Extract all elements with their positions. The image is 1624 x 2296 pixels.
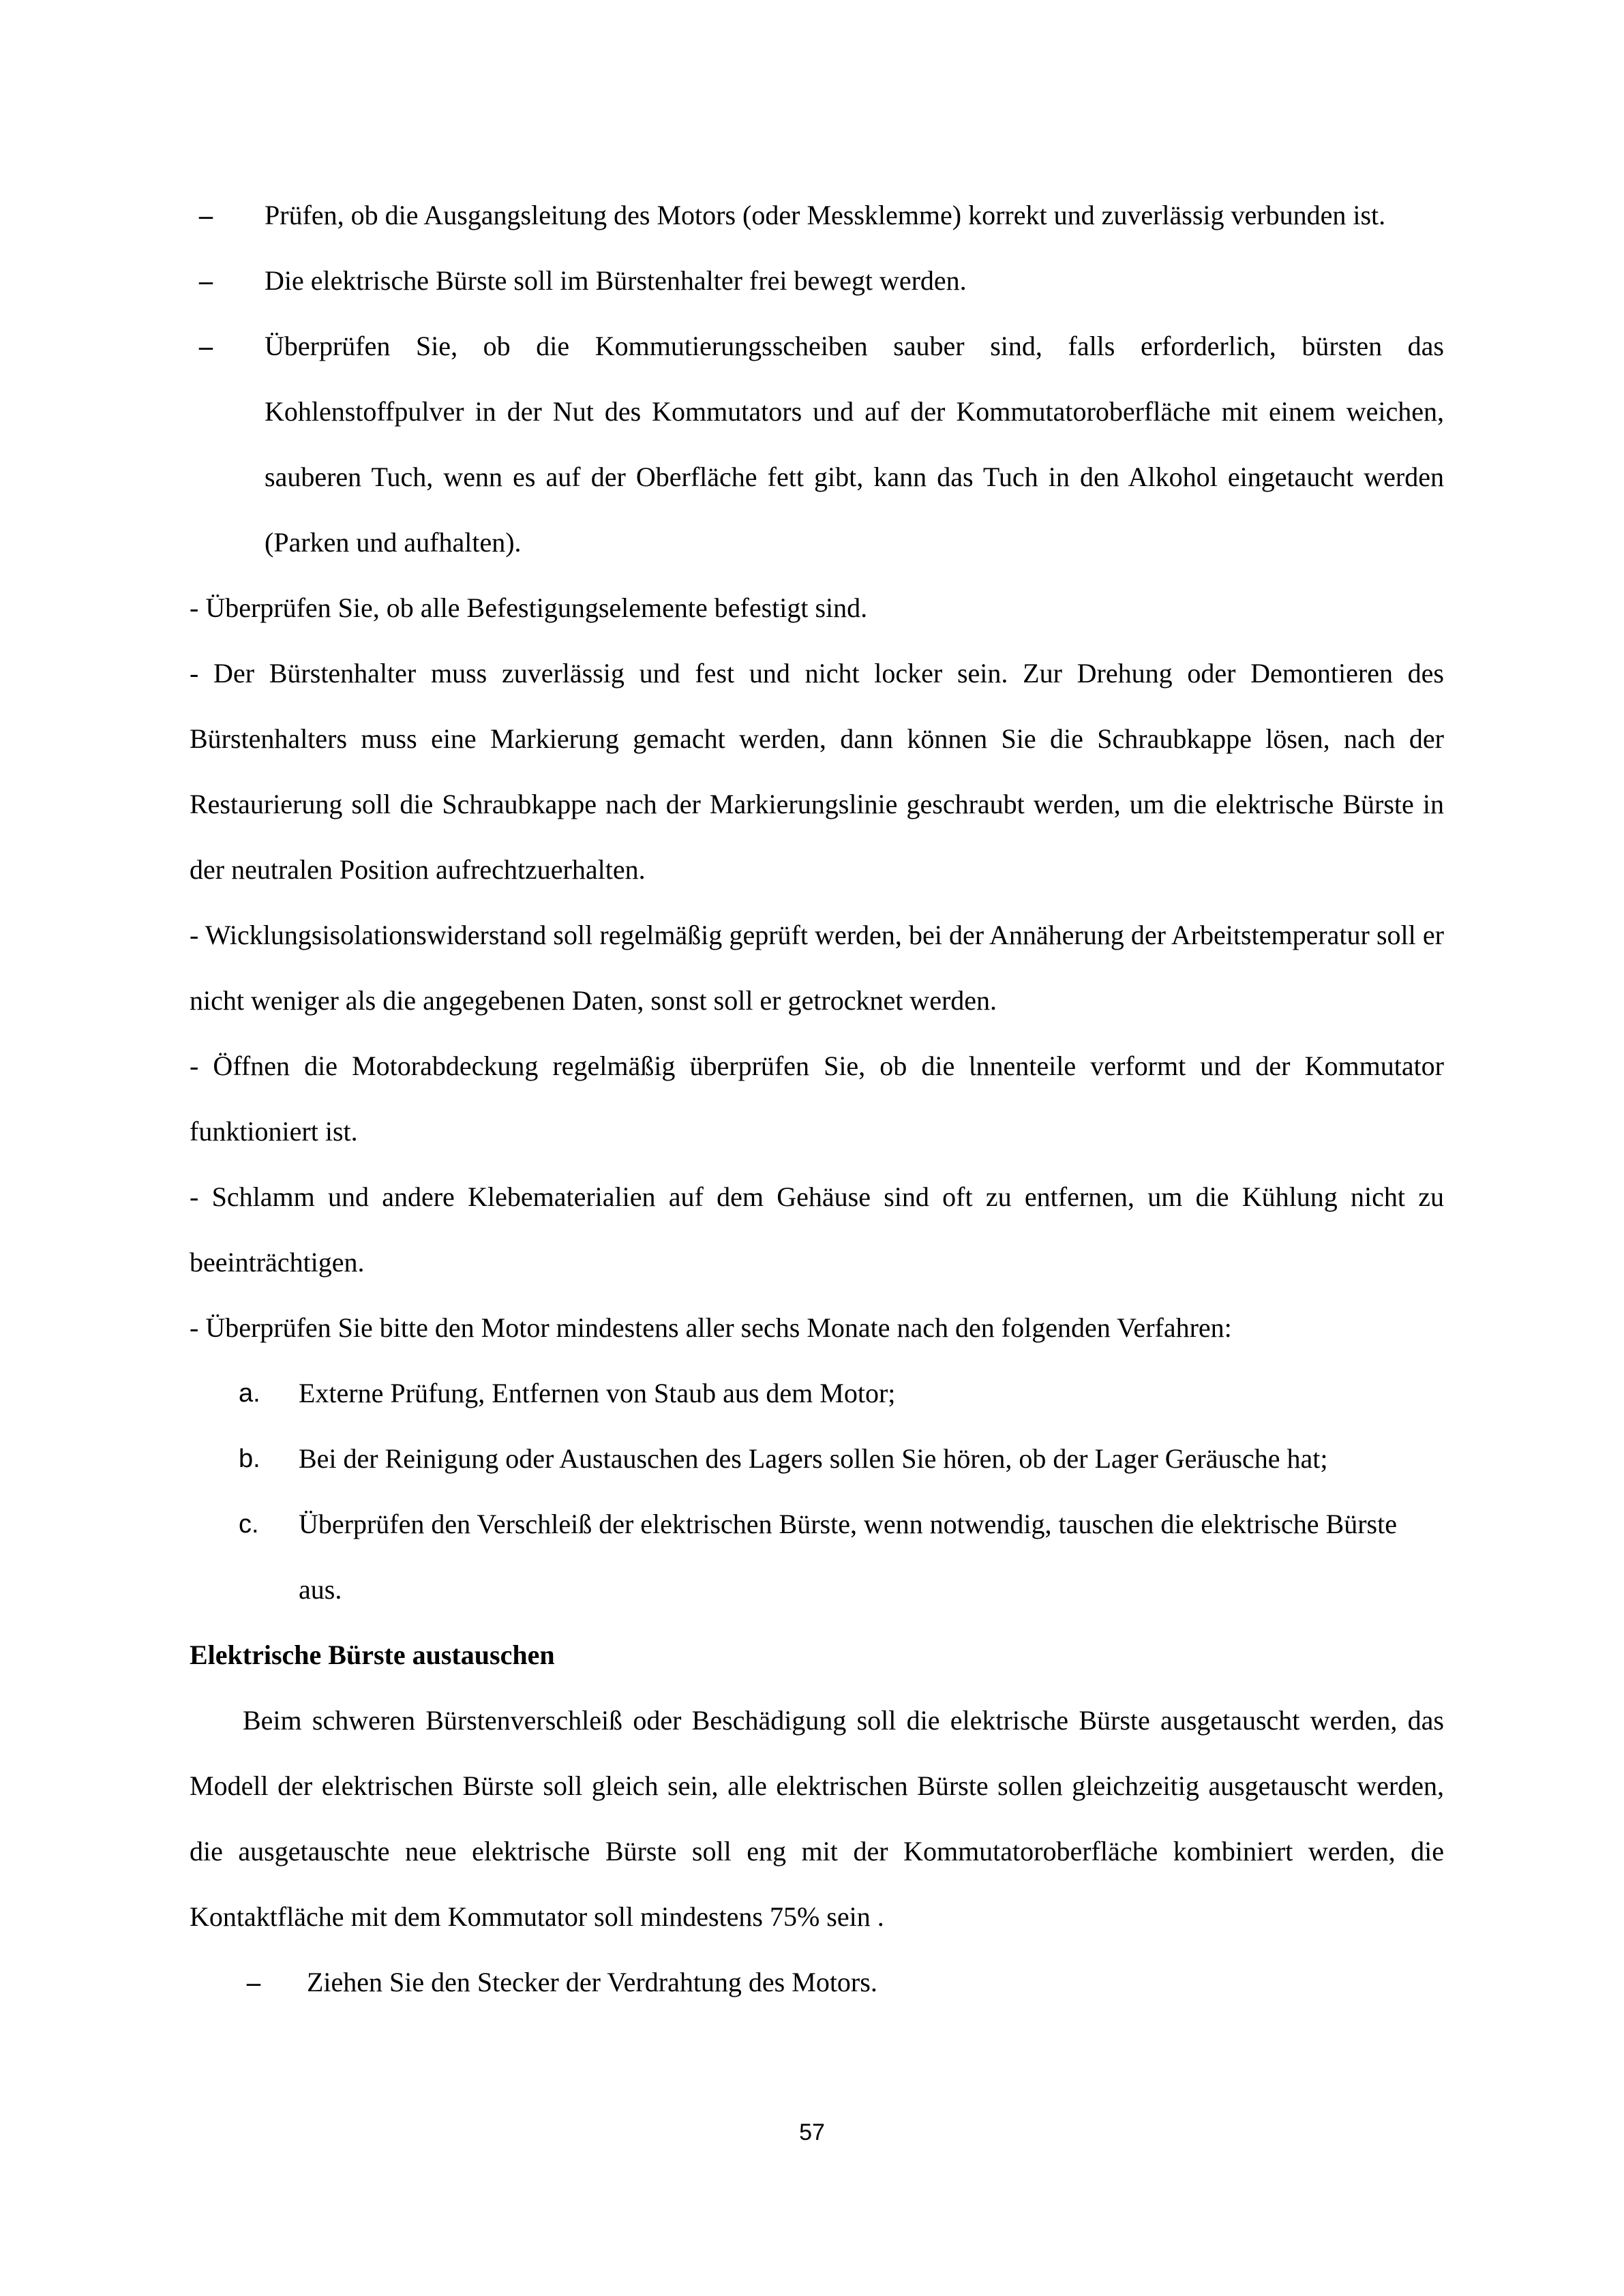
- top-bullet-list: [190, 183, 1444, 575]
- lettered-procedure-list: [190, 1361, 1444, 1622]
- page-number: 57: [799, 2119, 825, 2145]
- final-bullet-text: Ziehen Sie den Stecker der Verdrahtung des Motors.: [307, 1967, 877, 1997]
- list-item: [190, 248, 1444, 314]
- alpha-marker: b.: [239, 1445, 260, 1473]
- paragraph-befestigungselemente: - Überprüfen Sie, ob alle Befestigungselemente befestigt sind.: [190, 592, 868, 623]
- section-heading: Elektrische Bürste austauschen: [190, 1640, 555, 1670]
- dash-bullet-marker: –: [199, 331, 213, 361]
- paragraph-wartungsintervall: - Überprüfen Sie bitte den Motor mindestens aller sechs Monate nach den folgenden Verfahren:: [190, 1312, 1232, 1343]
- page-content: [190, 183, 1444, 2015]
- list-item: [190, 1426, 1444, 1492]
- list-item-text: Überprüfen den Verschleiß der elektrischen Bürste, wenn notwendig, tauschen die elektrische Bürste aus.: [299, 1509, 1397, 1605]
- paragraph-schlamm: - Schlamm und andere Klebematerialien auf dem Gehäuse sind oft zu entfernen, um die Kühlung nicht zu beeinträchtigen.: [190, 1181, 1444, 1278]
- paragraph-buerstenhalter: - Der Bürstenhalter muss zuverlässig und fest und nicht locker sein. Zur Drehung oder Demontieren des Bürstenhalters muss eine Markierung gemacht werden, dann können Sie die Schraubkappe lösen, nach der Restaurierung soll die Schraubkappe nach der Markierungslinie geschraubt werden, um die elektrische Bürste in der neutralen Position aufrechtzuerhalten.: [190, 658, 1444, 885]
- dash-bullet-marker: –: [247, 1967, 260, 1997]
- list-item: [190, 1492, 1444, 1622]
- list-item: [190, 1361, 1444, 1426]
- list-item-text: Prüfen, ob die Ausgangsleitung des Motors (oder Messklemme) korrekt und zuverlässig verbunden ist.: [265, 200, 1386, 230]
- list-item-text: Externe Prüfung, Entfernen von Staub aus dem Motor;: [299, 1378, 896, 1408]
- list-item: [190, 314, 1444, 575]
- final-bullet-item: [190, 1950, 1444, 2015]
- paragraph-motorabdeckung: - Öffnen die Motorabdeckung regelmäßig überprüfen Sie, ob die Ɩnnenteile verformt und der Kommutator funktioniert ist.: [190, 1051, 1444, 1147]
- list-item-text: Überprüfen Sie, ob die Kommutierungsscheiben sauber sind, falls erforderlich, bürsten das Kohlenstoffpulver in der Nut des Kommutators und auf der Kommutatoroberfläche mit einem weichen, sauberen Tuch, wenn es auf der Oberfläche fett gibt, kann das Tuch in den Alkohol eingetaucht werden (Parken und aufhalten).: [265, 331, 1444, 558]
- paragraph-wicklungsisolationswiderstand: - Wicklungsisolationswiderstand soll regelmäßig geprüft werden, bei der Annäherung der Arbeitstemperatur soll er nicht weniger als die angegebenen Daten, sonst soll er getrocknet werden.: [190, 920, 1444, 1016]
- section-paragraph: Beim schweren Bürstenverschleiß oder Beschädigung soll die elektrische Bürste ausgetauscht werden, das Modell der elektrischen Bürste soll gleich sein, alle elektrischen Bürste sollen gleichzeitig ausgetauscht werden, die ausgetauschte neue elektrische Bürste soll eng mit der Kommutatoroberfläche kombiniert werden, die Kontaktfläche mit dem Kommutator soll mindestens 75% sein .: [190, 1705, 1444, 1932]
- list-item-text: Die elektrische Bürste soll im Bürstenhalter frei bewegt werden.: [265, 265, 967, 296]
- dash-bullet-marker: –: [199, 265, 213, 296]
- list-item: [190, 183, 1444, 248]
- dash-bullet-marker: –: [199, 200, 213, 230]
- list-item-text: Bei der Reinigung oder Austauschen des Lagers sollen Sie hören, ob der Lager Geräusche hat;: [299, 1443, 1328, 1474]
- alpha-marker: c.: [239, 1510, 259, 1539]
- alpha-marker: a.: [239, 1379, 260, 1408]
